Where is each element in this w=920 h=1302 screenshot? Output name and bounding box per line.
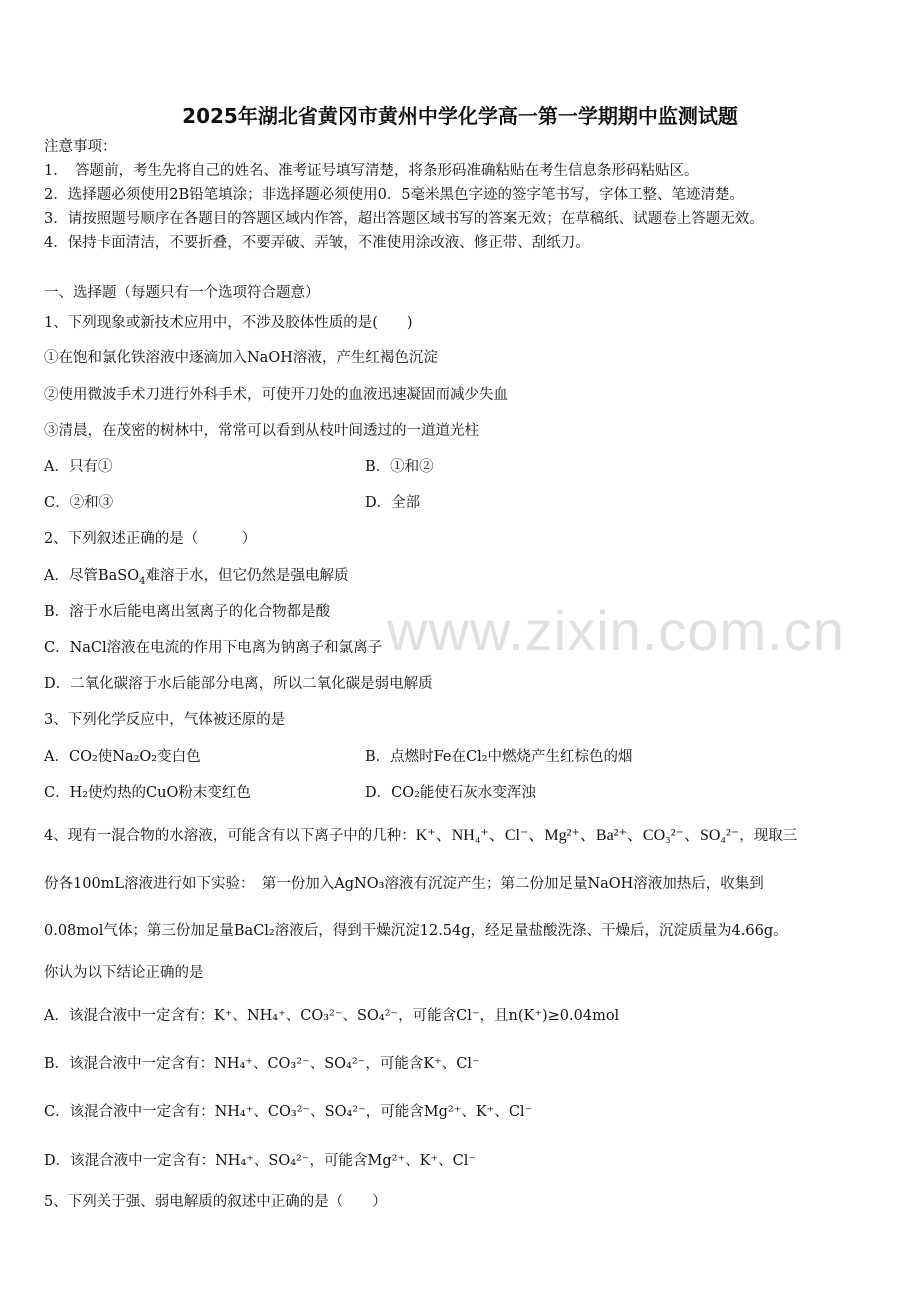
q4-line-2: 份各100mL溶液进行如下实验： 第一份加入AgNO₃溶液有沉淀产生；第二份加足量NaOH溶液加热后，收集到 (44, 876, 764, 892)
q4-option-d: D．该混合液中一定含有：NH₄⁺、SO₄²⁻，可能含Mg²⁺、K⁺、Cl⁻ (44, 1153, 476, 1169)
q1-statement-1: ①在饱和氯化铁溶液中逐滴加入NaOH溶液，产生红褐色沉淀 (44, 350, 438, 366)
page-title: 2025年湖北省黄冈市黄州中学化学高一第一学期期中监测试题 (182, 104, 738, 128)
q4-line-3: 0.08mol气体；第三份加足量BaCl₂溶液后，得到干燥沉淀12.54g，经足量盐酸洗涤、干燥后，沉淀质量为4.66g。 (44, 923, 788, 939)
q2-stem: 2、下列叙述正确的是（ ） (44, 531, 257, 547)
watermark: www.zixin.com.cn (387, 599, 845, 662)
q3-option-b: B．点燃时Fe在Cl₂中燃烧产生红棕色的烟 (365, 749, 633, 765)
q2-option-d: D．二氧化碳溶于水后能部分电离，所以二氧化碳是弱电解质 (44, 676, 433, 692)
q3-option-a: A．CO₂使Na₂O₂变白色 (44, 749, 201, 765)
q5-stem: 5、下列关于强、弱电解质的叙述中正确的是（ ） (44, 1194, 387, 1210)
q1-statement-2: ②使用微波手术刀进行外科手术，可使开刀处的血液迅速凝固而减少失血 (44, 387, 508, 403)
q4-line-4: 你认为以下结论正确的是 (44, 965, 204, 981)
q1-option-b: B．①和② (365, 459, 434, 475)
q4-option-a: A．该混合液中一定含有：K⁺、NH₄⁺、CO₃²⁻、SO₄²⁻，可能含Cl⁻，且n(K⁺)≥0.04mol (44, 1008, 620, 1024)
notice-item-4: 4．保持卡面清洁，不要折叠，不要弄破、弄皱，不准使用涂改液、修正带、刮纸刀。 (44, 235, 590, 251)
q3-stem: 3、下列化学反应中，气体被还原的是 (44, 712, 286, 728)
q3-option-c: C．H₂使灼热的CuO粉末变红色 (44, 785, 251, 801)
q1-stem: 1、下列现象或新技术应用中，不涉及胶体性质的是( ) (44, 315, 413, 331)
q2-option-a: A．尽管BaSO$_4$难溶于水，但它仍然是强电解质 (44, 568, 349, 587)
q1-option-d: D．全部 (365, 495, 421, 511)
q1-option-c: C．②和③ (44, 495, 114, 511)
q4-option-b: B．该混合液中一定含有：NH₄⁺、CO₃²⁻、SO₄²⁻，可能含K⁺、Cl⁻ (44, 1056, 480, 1072)
q3-option-d: D．CO₂能使石灰水变浑浊 (365, 785, 536, 801)
q2-option-c: C．NaCl溶液在电流的作用下电离为钠离子和氯离子 (44, 640, 383, 656)
notice-item-2: 2．选择题必须使用2B铅笔填涂；非选择题必须使用0．5毫米黑色字迹的签字笔书写，字体工整、笔迹清楚。 (44, 187, 745, 203)
notice-heading: 注意事项： (44, 139, 117, 155)
q4-option-c: C．该混合液中一定含有：NH₄⁺、CO₃²⁻、SO₄²⁻，可能含Mg²⁺、K⁺、Cl⁻ (44, 1104, 533, 1120)
notice-item-3: 3．请按照题号顺序在各题目的答题区域内作答，超出答题区域书写的答案无效；在草稿纸、试题卷上答题无效。 (44, 211, 764, 227)
q4-ions: K⁺、NH₄⁺、Cl⁻、Mg²⁺、Ba²⁺、CO₃²⁻、SO₄²⁻ (415, 827, 740, 844)
section-heading: 一、选择题（每题只有一个选项符合题意） (44, 285, 320, 301)
q4-line-1: 4、现有一混合物的水溶液，可能含有以下离子中的几种：K⁺、NH₄⁺、Cl⁻、Mg²⁺、Ba²⁺、CO₃²⁻、SO₄²⁻，现取三 (44, 827, 798, 844)
notice-item-1: 1． 答题前，考生先将自己的姓名、准考证号填写清楚，将条形码准确粘贴在考生信息条形码粘贴区。 (44, 163, 699, 179)
q2-option-b: B．溶于水后能电离出氢离子的化合物都是酸 (44, 604, 331, 620)
q1-option-a: A．只有① (44, 459, 113, 475)
q1-statement-3: ③清晨，在茂密的树林中，常常可以看到从枝叶间透过的一道道光柱 (44, 423, 479, 439)
